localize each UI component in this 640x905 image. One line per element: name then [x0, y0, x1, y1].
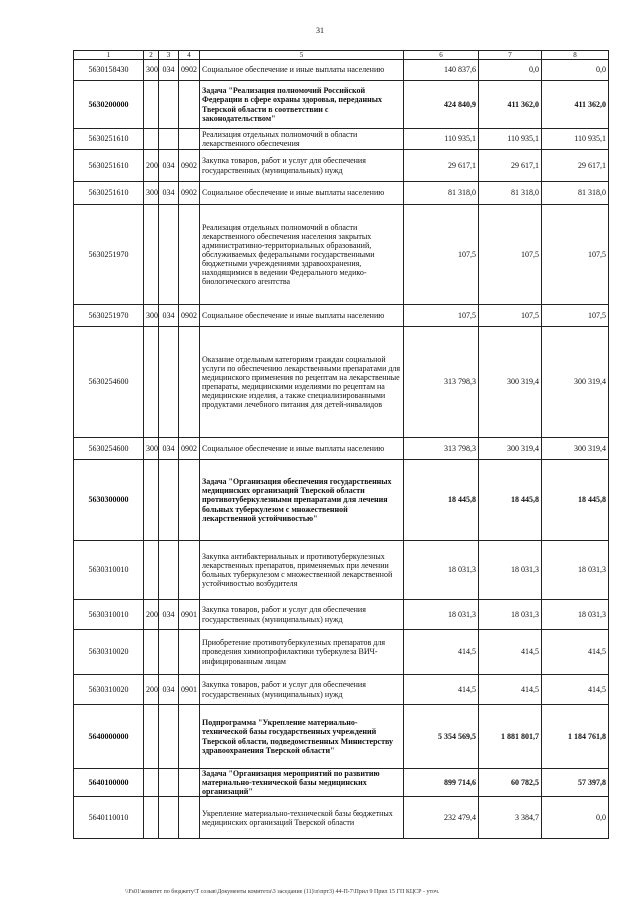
- type-code-cell: 200: [144, 675, 159, 705]
- column-number-4: 4: [179, 51, 200, 60]
- amount-col7-cell: 18 445,8: [479, 460, 542, 541]
- section-code-cell: [179, 205, 200, 305]
- ministry-code-cell: 034: [159, 675, 179, 705]
- amount-col8-cell: 300 319,4: [542, 438, 609, 460]
- section-code-cell: [179, 705, 200, 769]
- amount-col8-cell: 81 318,0: [542, 182, 609, 205]
- amount-col7-cell: 411 362,0: [479, 81, 542, 129]
- item-name-cell: Закупка товаров, работ и услуг для обеспечения государственных (муниципальных) нужд: [200, 675, 404, 705]
- item-name-cell: Задача "Реализация полномочий Российской Федерации в сфере охраны здоровья, переданных Тверской области в соответствии с законодательством": [200, 81, 404, 129]
- item-name-cell: Оказание отдельным категориям граждан социальной услуги по обеспечению лекарственными препаратами для медицинского применения по рецептам на лекарственные препараты, медицинскими изделиями по рецептам на медицинские изделия, а также специализированными продуктами лечебного питания для детей-инвалидов: [200, 327, 404, 438]
- budget-code-cell: 5640110010: [74, 797, 144, 839]
- item-name-cell: Реализация отдельных полномочий в области лекарственного обеспечения населения закрытых административно-территориальных образований, обслуживаемых федеральными государственными бюджетными учреждениями здравоохранения, находящимися в ведении Федерального медико-биологического агентства: [200, 205, 404, 305]
- column-number-3: 3: [159, 51, 179, 60]
- ministry-code-cell: 034: [159, 305, 179, 327]
- section-code-cell: 0901: [179, 675, 200, 705]
- ministry-code-cell: 034: [159, 182, 179, 205]
- amount-col6-cell: 5 354 569,5: [404, 705, 479, 769]
- ministry-code-cell: 034: [159, 600, 179, 630]
- budget-code-cell: 5630254600: [74, 327, 144, 438]
- amount-col7-cell: 1 881 801,7: [479, 705, 542, 769]
- amount-col8-cell: 18 445,8: [542, 460, 609, 541]
- ministry-code-cell: 034: [159, 150, 179, 182]
- amount-col8-cell: 1 184 761,8: [542, 705, 609, 769]
- amount-col7-cell: 414,5: [479, 675, 542, 705]
- table-row: [74, 797, 609, 839]
- file-path-footer: \\Fs01\комитет по бюджету\Т созыв\Документы комитета\3 заседание (11)\п\прт3) 44-П-7\Прил 9 Прил 15 ГП КЦСР - уточ.: [125, 889, 440, 895]
- amount-col6-cell: 81 318,0: [404, 182, 479, 205]
- item-name-cell: Задача "Организация обеспечения государственных медицинских организаций Тверской области противотуберкулезными препаратами для лечения больных туберкулезом с множественной лекарственной устойчивостью": [200, 460, 404, 541]
- column-number-6: 6: [404, 51, 479, 60]
- amount-col7-cell: 81 318,0: [479, 182, 542, 205]
- amount-col8-cell: 411 362,0: [542, 81, 609, 129]
- amount-col7-cell: 414,5: [479, 630, 542, 675]
- amount-col8-cell: 300 319,4: [542, 327, 609, 438]
- budget-code-cell: 5630310010: [74, 541, 144, 600]
- table-row: [74, 460, 609, 541]
- amount-col6-cell: 313 798,3: [404, 438, 479, 460]
- ministry-code-cell: [159, 327, 179, 438]
- page-number: 31: [316, 26, 324, 35]
- type-code-cell: [144, 81, 159, 129]
- column-number-1: 1: [74, 51, 144, 60]
- type-code-cell: 200: [144, 150, 159, 182]
- amount-col8-cell: 0,0: [542, 797, 609, 839]
- type-code-cell: [144, 205, 159, 305]
- budget-code-cell: 5630310020: [74, 630, 144, 675]
- table-row: [74, 541, 609, 600]
- amount-col8-cell: 107,5: [542, 205, 609, 305]
- amount-col7-cell: 107,5: [479, 305, 542, 327]
- amount-col6-cell: 110 935,1: [404, 129, 479, 150]
- ministry-code-cell: 034: [159, 438, 179, 460]
- budget-code-cell: 5630251610: [74, 150, 144, 182]
- amount-col6-cell: 18 445,8: [404, 460, 479, 541]
- budget-code-cell: 5630310010: [74, 600, 144, 630]
- amount-col6-cell: 107,5: [404, 205, 479, 305]
- table-row: [74, 150, 609, 182]
- amount-col6-cell: 424 840,9: [404, 81, 479, 129]
- table-row: [74, 129, 609, 150]
- table-row: [74, 705, 609, 769]
- budget-code-cell: 5630300000: [74, 460, 144, 541]
- item-name-cell: Социальное обеспечение и иные выплаты населению: [200, 60, 404, 81]
- budget-code-cell: 5630254600: [74, 438, 144, 460]
- column-number-5: 5: [200, 51, 404, 60]
- table-row: [74, 305, 609, 327]
- budget-code-cell: 5630251970: [74, 205, 144, 305]
- type-code-cell: [144, 705, 159, 769]
- ministry-code-cell: [159, 630, 179, 675]
- table-row: [74, 205, 609, 305]
- type-code-cell: 300: [144, 182, 159, 205]
- item-name-cell: Подпрограмма "Укрепление материально-технической базы государственных учреждений Тверской области, подведомственных Министерству здравоохранения Тверской области": [200, 705, 404, 769]
- ministry-code-cell: 034: [159, 60, 179, 81]
- amount-col8-cell: 414,5: [542, 630, 609, 675]
- column-number-8: 8: [542, 51, 609, 60]
- item-name-cell: Социальное обеспечение и иные выплаты населению: [200, 438, 404, 460]
- budget-code-cell: 5630251970: [74, 305, 144, 327]
- amount-col7-cell: 18 031,3: [479, 600, 542, 630]
- amount-col7-cell: 0,0: [479, 60, 542, 81]
- item-name-cell: Укрепление материально-технической базы бюджетных медицинских организаций Тверской области: [200, 797, 404, 839]
- ministry-code-cell: [159, 705, 179, 769]
- amount-col6-cell: 18 031,3: [404, 541, 479, 600]
- amount-col7-cell: 29 617,1: [479, 150, 542, 182]
- type-code-cell: 300: [144, 438, 159, 460]
- ministry-code-cell: [159, 541, 179, 600]
- table-row: [74, 327, 609, 438]
- amount-col6-cell: 29 617,1: [404, 150, 479, 182]
- type-code-cell: 300: [144, 305, 159, 327]
- amount-col7-cell: 60 782,5: [479, 769, 542, 797]
- ministry-code-cell: [159, 205, 179, 305]
- amount-col7-cell: 18 031,3: [479, 541, 542, 600]
- column-number-7: 7: [479, 51, 542, 60]
- amount-col7-cell: 300 319,4: [479, 438, 542, 460]
- amount-col6-cell: 899 714,6: [404, 769, 479, 797]
- section-code-cell: 0902: [179, 438, 200, 460]
- budget-table: [73, 50, 609, 839]
- item-name-cell: Закупка товаров, работ и услуг для обеспечения государственных (муниципальных) нужд: [200, 150, 404, 182]
- item-name-cell: Социальное обеспечение и иные выплаты населению: [200, 305, 404, 327]
- amount-col8-cell: 107,5: [542, 305, 609, 327]
- amount-col7-cell: 107,5: [479, 205, 542, 305]
- ministry-code-cell: [159, 769, 179, 797]
- type-code-cell: [144, 129, 159, 150]
- section-code-cell: [179, 630, 200, 675]
- amount-col8-cell: 18 031,3: [542, 541, 609, 600]
- section-code-cell: [179, 129, 200, 150]
- amount-col8-cell: 0,0: [542, 60, 609, 81]
- table-row: [74, 675, 609, 705]
- amount-col8-cell: 414,5: [542, 675, 609, 705]
- table-row: [74, 438, 609, 460]
- ministry-code-cell: [159, 129, 179, 150]
- table-row: [74, 81, 609, 129]
- section-code-cell: [179, 769, 200, 797]
- amount-col6-cell: 107,5: [404, 305, 479, 327]
- table-row: [74, 182, 609, 205]
- budget-code-cell: 5630200000: [74, 81, 144, 129]
- table-row: [74, 769, 609, 797]
- ministry-code-cell: [159, 460, 179, 541]
- amount-col8-cell: 18 031,3: [542, 600, 609, 630]
- section-code-cell: 0902: [179, 60, 200, 81]
- item-name-cell: Задача "Организация мероприятий по развитию материально-технической базы медицинских организаций": [200, 769, 404, 797]
- amount-col6-cell: 414,5: [404, 630, 479, 675]
- item-name-cell: Закупка антибактериальных и противотуберкулезных лекарственных препаратов, применяемых при лечении больных туберкулезом с множественной лекарственной устойчивостью возбудителя: [200, 541, 404, 600]
- item-name-cell: Приобретение противотуберкулезных препаратов для проведения химиопрофилактики туберкулеза ВИЧ-инфицированным лицам: [200, 630, 404, 675]
- section-code-cell: [179, 327, 200, 438]
- type-code-cell: 300: [144, 60, 159, 81]
- type-code-cell: [144, 327, 159, 438]
- section-code-cell: [179, 460, 200, 541]
- section-code-cell: 0902: [179, 150, 200, 182]
- item-name-cell: Закупка товаров, работ и услуг для обеспечения государственных (муниципальных) нужд: [200, 600, 404, 630]
- amount-col6-cell: 232 479,4: [404, 797, 479, 839]
- column-number-2: 2: [144, 51, 159, 60]
- type-code-cell: [144, 460, 159, 541]
- amount-col7-cell: 300 319,4: [479, 327, 542, 438]
- amount-col7-cell: 110 935,1: [479, 129, 542, 150]
- amount-col6-cell: 313 798,3: [404, 327, 479, 438]
- section-code-cell: 0902: [179, 182, 200, 205]
- budget-code-cell: 5630310020: [74, 675, 144, 705]
- amount-col6-cell: 140 837,6: [404, 60, 479, 81]
- type-code-cell: [144, 541, 159, 600]
- section-code-cell: 0902: [179, 305, 200, 327]
- amount-col6-cell: 18 031,3: [404, 600, 479, 630]
- item-name-cell: Реализация отдельных полномочий в области лекарственного обеспечения: [200, 129, 404, 150]
- item-name-cell: Социальное обеспечение и иные выплаты населению: [200, 182, 404, 205]
- table-row: [74, 60, 609, 81]
- table-row: [74, 600, 609, 630]
- type-code-cell: [144, 769, 159, 797]
- section-code-cell: [179, 81, 200, 129]
- type-code-cell: 200: [144, 600, 159, 630]
- amount-col7-cell: 3 384,7: [479, 797, 542, 839]
- section-code-cell: 0901: [179, 600, 200, 630]
- table-row: [74, 630, 609, 675]
- column-number-row: [74, 51, 609, 60]
- amount-col8-cell: 29 617,1: [542, 150, 609, 182]
- budget-code-cell: 5630251610: [74, 129, 144, 150]
- type-code-cell: [144, 797, 159, 839]
- amount-col8-cell: 110 935,1: [542, 129, 609, 150]
- budget-code-cell: 5630158430: [74, 60, 144, 81]
- budget-code-cell: 5630251610: [74, 182, 144, 205]
- budget-code-cell: 5640000000: [74, 705, 144, 769]
- amount-col8-cell: 57 397,8: [542, 769, 609, 797]
- ministry-code-cell: [159, 81, 179, 129]
- amount-col6-cell: 414,5: [404, 675, 479, 705]
- section-code-cell: [179, 541, 200, 600]
- type-code-cell: [144, 630, 159, 675]
- ministry-code-cell: [159, 797, 179, 839]
- budget-code-cell: 5640100000: [74, 769, 144, 797]
- section-code-cell: [179, 797, 200, 839]
